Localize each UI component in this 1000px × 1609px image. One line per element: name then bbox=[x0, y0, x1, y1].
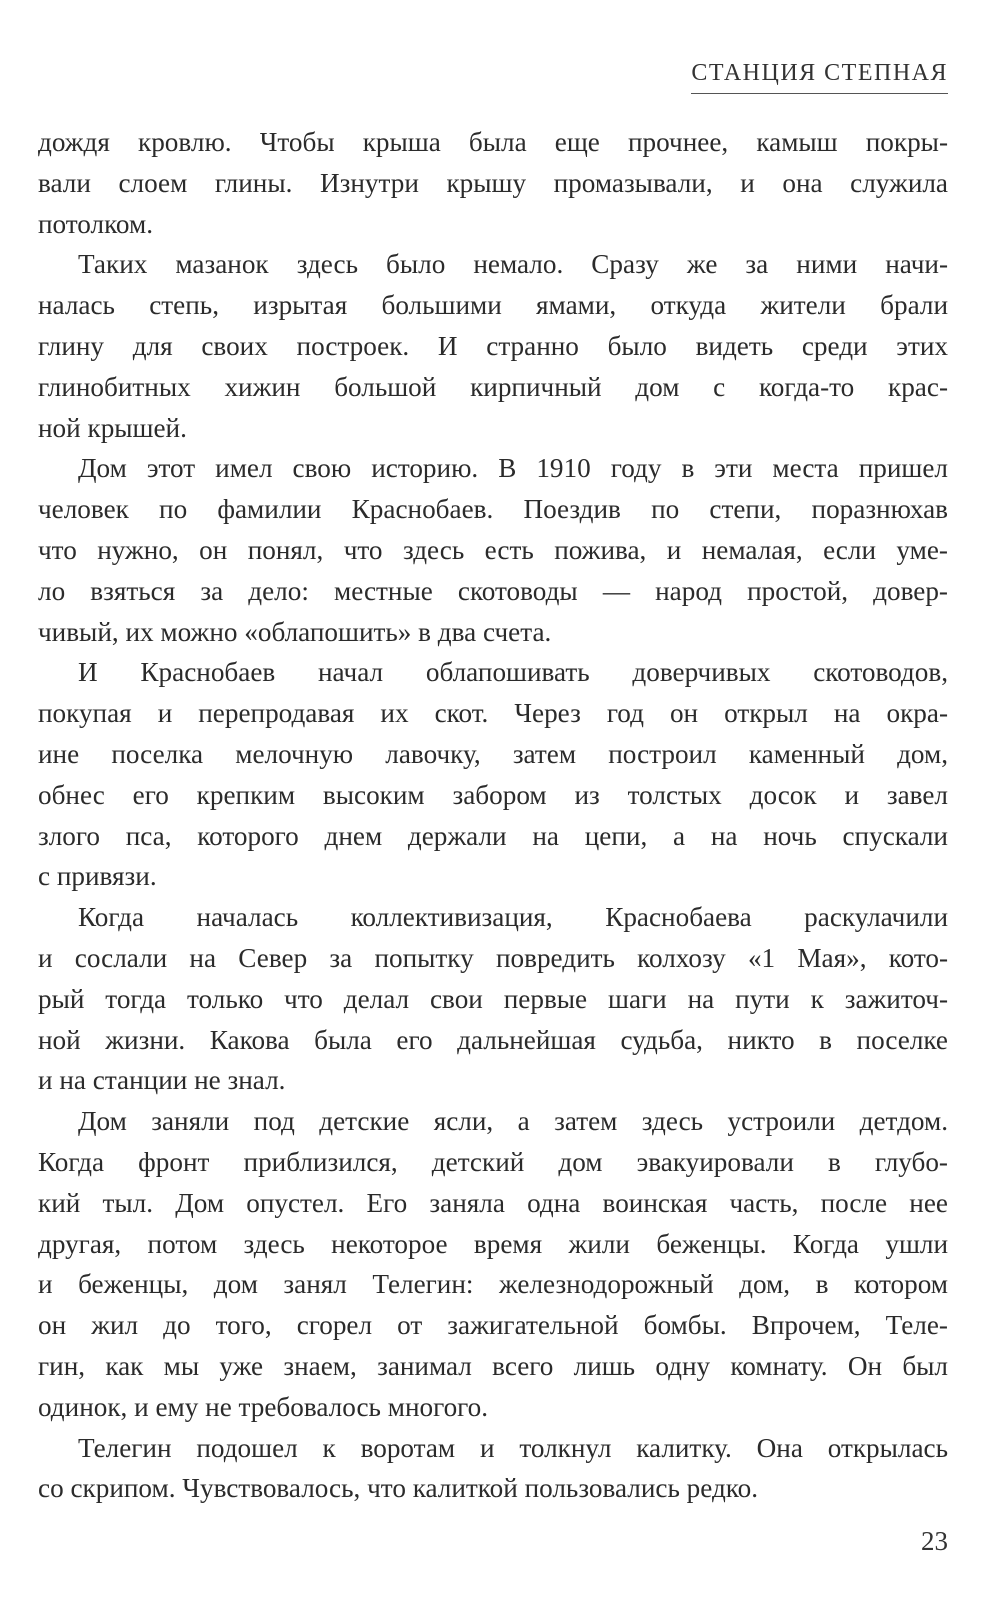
text-line: ной жизни. Какова была его дальнейшая судьба, никто в поселке bbox=[38, 1024, 948, 1055]
text-line: чивый, их можно «облапошить» в два счета. bbox=[38, 616, 552, 647]
text-line: злого пса, которого днем держали на цепи, а на ночь спускали bbox=[38, 820, 948, 851]
text-line: Дом этот имел свою историю. В 1910 году в эти места пришел bbox=[78, 453, 948, 484]
text-line: Когда фронт приблизился, детский дом эвакуировали в глубо- bbox=[38, 1146, 948, 1177]
text-line: глину для своих построек. И странно было видеть среди этих bbox=[38, 330, 948, 361]
text-line: налась степь, изрытая большими ямами, откуда жители брали bbox=[38, 290, 948, 321]
text-line: ной крышей. bbox=[38, 412, 187, 443]
text-line: одинок, и ему не требовалось многого. bbox=[38, 1391, 489, 1422]
text-line: глинобитных хижин большой кирпичный дом с когда-то крас- bbox=[38, 371, 948, 402]
text-line: обнес его крепким высоким забором из толстых досок и завел bbox=[38, 779, 948, 810]
text-line: и сослали на Север за попытку повредить колхозу «1 Мая», кото- bbox=[38, 942, 948, 973]
text-line: и на станции не знал. bbox=[38, 1065, 286, 1096]
text-line: Дом заняли под детские ясли, а затем здесь устроили детдом. bbox=[78, 1106, 948, 1137]
text-line: потолком. bbox=[38, 208, 154, 239]
text-line: он жил до того, сгорел от зажигательной бомбы. Впрочем, Теле- bbox=[38, 1310, 948, 1341]
text-line: ло взяться за дело: местные скотоводы — народ простой, довер- bbox=[38, 575, 948, 606]
text-line: дождя кровлю. Чтобы крыша была еще прочнее, камыш покры- bbox=[38, 127, 948, 157]
text-line: рый тогда только что делал свои первые шаги на пути к зажиточ- bbox=[38, 983, 948, 1014]
text-line: кий тыл. Дом опустел. Его заняла одна воинская часть, после нее bbox=[38, 1187, 948, 1218]
text-line: человек по фамилии Краснобаев. Поездив по степи, поразнюхав bbox=[38, 494, 948, 525]
page-number: 23 bbox=[921, 1526, 948, 1556]
text-line: что нужно, он понял, что здесь есть пожива, и немалая, если уме- bbox=[38, 534, 948, 565]
text-line: с привязи. bbox=[38, 861, 157, 892]
running-title: СТАНЦИЯ СТЕПНАЯ bbox=[691, 60, 948, 94]
text-line: и беженцы, дом занял Телегин: железнодорожный дом, в котором bbox=[38, 1269, 948, 1300]
text-line: другая, потом здесь некоторое время жили беженцы. Когда ушли bbox=[38, 1228, 948, 1259]
body-text bbox=[38, 122, 948, 1509]
text-line: ине поселка мелочную лавочку, затем построил каменный дом, bbox=[38, 738, 948, 769]
text-line: Телегин подошел к воротам и толкнул калитку. Она открылась bbox=[78, 1432, 948, 1463]
text-line: покупая и перепродавая их скот. Через год он открыл на окра- bbox=[38, 698, 948, 729]
text-line: Таких мазанок здесь было немало. Сразу же за ними начи- bbox=[78, 249, 948, 280]
text-line: со скрипом. Чувствовалось, что калиткой пользовались редко. bbox=[38, 1473, 759, 1504]
text-line: Когда началась коллективизация, Краснобаева раскулачили bbox=[78, 902, 948, 933]
text-line: И Краснобаев начал облапошивать доверчивых скотоводов, bbox=[78, 657, 948, 688]
text-line: вали слоем глины. Изнутри крышу промазывали, и она служила bbox=[38, 167, 948, 198]
text-line: гин, как мы уже знаем, занимал всего лишь одну комнату. Он был bbox=[38, 1350, 948, 1381]
